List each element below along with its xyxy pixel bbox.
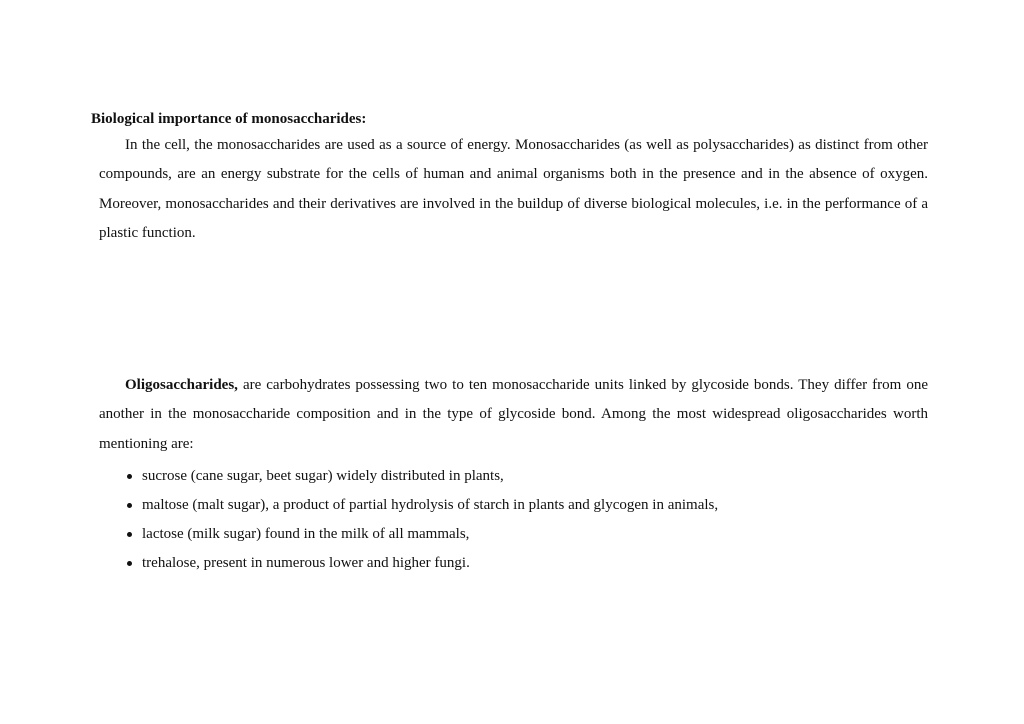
list-item-text: maltose (malt sugar), a product of partial hydrolysis of starch in plants and glycogen in animals,: [142, 497, 719, 513]
bullet-icon: [127, 532, 132, 537]
list-item-text: lactose (milk sugar) found in the milk of all mammals,: [142, 526, 470, 542]
bullet-icon: [127, 561, 132, 566]
oligosaccharides-paragraph: [99, 371, 928, 459]
list-item: [124, 549, 718, 578]
list-item-text: sucrose (cane sugar, beet sugar) widely distributed in plants,: [142, 468, 504, 484]
list-item: [124, 491, 718, 520]
section-heading: Biological importance of monosaccharides:: [91, 111, 367, 127]
oligosaccharides-text: are carbohydrates possessing two to ten monosaccharide units linked by glycoside bonds. They differ from one another in the monosaccharide composition and in the type of glycoside bond. Among the most widespread oligosaccharides worth mentioning are:: [99, 377, 928, 452]
list-item: [124, 520, 718, 549]
oligosaccharides-term: Oligosaccharides,: [125, 377, 238, 393]
list-item: [124, 462, 718, 491]
monosaccharides-paragraph: In the cell, the monosaccharides are used as a source of energy. Monosaccharides (as well as polysaccharides) as distinct from other compounds, are an energy substrate for the cells of human and animal organisms both in the presence and in the absence of oxygen. Moreover, monosaccharides and their derivatives are involved in the buildup of diverse biological molecules, i.e. in the performance of a plastic function.: [99, 137, 928, 241]
oligosaccharides-list: [124, 462, 718, 578]
list-item-text: trehalose, present in numerous lower and higher fungi.: [142, 555, 470, 571]
bullet-icon: [127, 503, 132, 508]
bullet-icon: [127, 474, 132, 479]
